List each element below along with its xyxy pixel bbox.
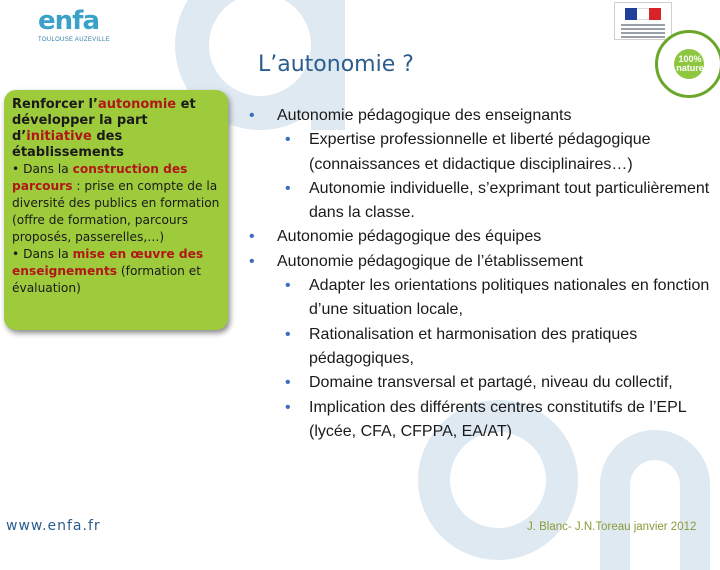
logo-word: enfa xyxy=(38,6,99,36)
box-item-enseignements xyxy=(12,246,226,297)
box-text-2: et développer la part d’ xyxy=(12,97,196,144)
box-item-parcours xyxy=(12,161,226,246)
box-text-6: • Dans la xyxy=(12,247,73,261)
box-highlight-autonomie: autonomie xyxy=(97,97,177,112)
footer-website: www.enfa.fr xyxy=(6,518,101,534)
list-item xyxy=(240,274,710,323)
box-text-7: (formation et évaluation) xyxy=(12,264,202,295)
list-item xyxy=(240,104,710,128)
list-item xyxy=(240,250,710,274)
list-item xyxy=(240,177,710,226)
list-item-text: Implication des différents centres constitutifs de l’EPL (lycée, CFA, CFPPA, EA/AT) xyxy=(309,398,687,440)
bullet-dot-icon: • xyxy=(285,374,291,392)
seal-text: 100% nature xyxy=(676,54,704,73)
box-highlight-parcours: construction des parcours xyxy=(12,162,188,193)
list-item xyxy=(240,396,710,445)
bullet-dot-icon: • xyxy=(249,107,255,124)
list-item-text: Adapter les orientations politiques nationales en fonction d’une situation locale, xyxy=(309,277,710,319)
footer-credit: J. Blanc- J.N.Toreau janvier 2012 xyxy=(527,521,697,533)
box-text-3: des établissements xyxy=(12,129,124,160)
republique-francaise-logo xyxy=(614,2,672,40)
list-item-text: Expertise professionnelle et liberté pédagogique (connaissances et didactique disciplinaires…) xyxy=(309,131,651,173)
logo-subtitle: TOULOUSE AUZEVILLE xyxy=(38,37,110,43)
list-item xyxy=(240,225,710,249)
box-text-4: • Dans la xyxy=(12,162,73,176)
enfa-logo xyxy=(38,8,148,48)
list-item xyxy=(240,323,710,372)
bullet-dot-icon: • xyxy=(285,325,291,343)
bullet-dot-icon: • xyxy=(285,398,291,416)
bullet-dot-icon: • xyxy=(285,179,291,197)
list-item-text: Autonomie pédagogique de l’établissement xyxy=(277,252,583,270)
box-highlight-enseignements: mise en œuvre des enseignements xyxy=(12,247,204,278)
bullet-dot-icon: • xyxy=(285,277,291,295)
box-text-5: : prise en compte de la diversité des publics en formation (offre de formation, parcours proposés, passerelles,…) xyxy=(12,179,220,244)
list-item-text: Domaine transversal et partagé, niveau du collectif, xyxy=(309,374,673,392)
bullet-list xyxy=(240,104,710,444)
page-title: L’autonomie ? xyxy=(258,52,414,77)
french-flag-icon xyxy=(625,8,661,20)
bullet-dot-icon: • xyxy=(249,228,255,246)
list-item xyxy=(240,128,710,177)
list-item xyxy=(240,371,710,395)
bullet-dot-icon: • xyxy=(249,252,255,270)
ministry-text-lines xyxy=(621,24,665,40)
nature-seal-logo xyxy=(655,30,720,98)
summary-text xyxy=(12,97,226,297)
box-highlight-initiative: initiative xyxy=(26,129,92,144)
list-item-text: Autonomie pédagogique des enseignants xyxy=(277,107,572,124)
list-item-text: Autonomie individuelle, s’exprimant tout particulièrement dans la classe. xyxy=(309,179,710,222)
summary-box xyxy=(4,90,228,330)
watermark-n xyxy=(600,430,710,570)
bullet-dot-icon: • xyxy=(285,131,291,149)
box-text-1: Renforcer l’ xyxy=(12,97,98,112)
list-item-text: Autonomie pédagogique des équipes xyxy=(277,228,542,246)
list-item-text: Rationalisation et harmonisation des pratiques pédagogiques, xyxy=(309,325,638,367)
